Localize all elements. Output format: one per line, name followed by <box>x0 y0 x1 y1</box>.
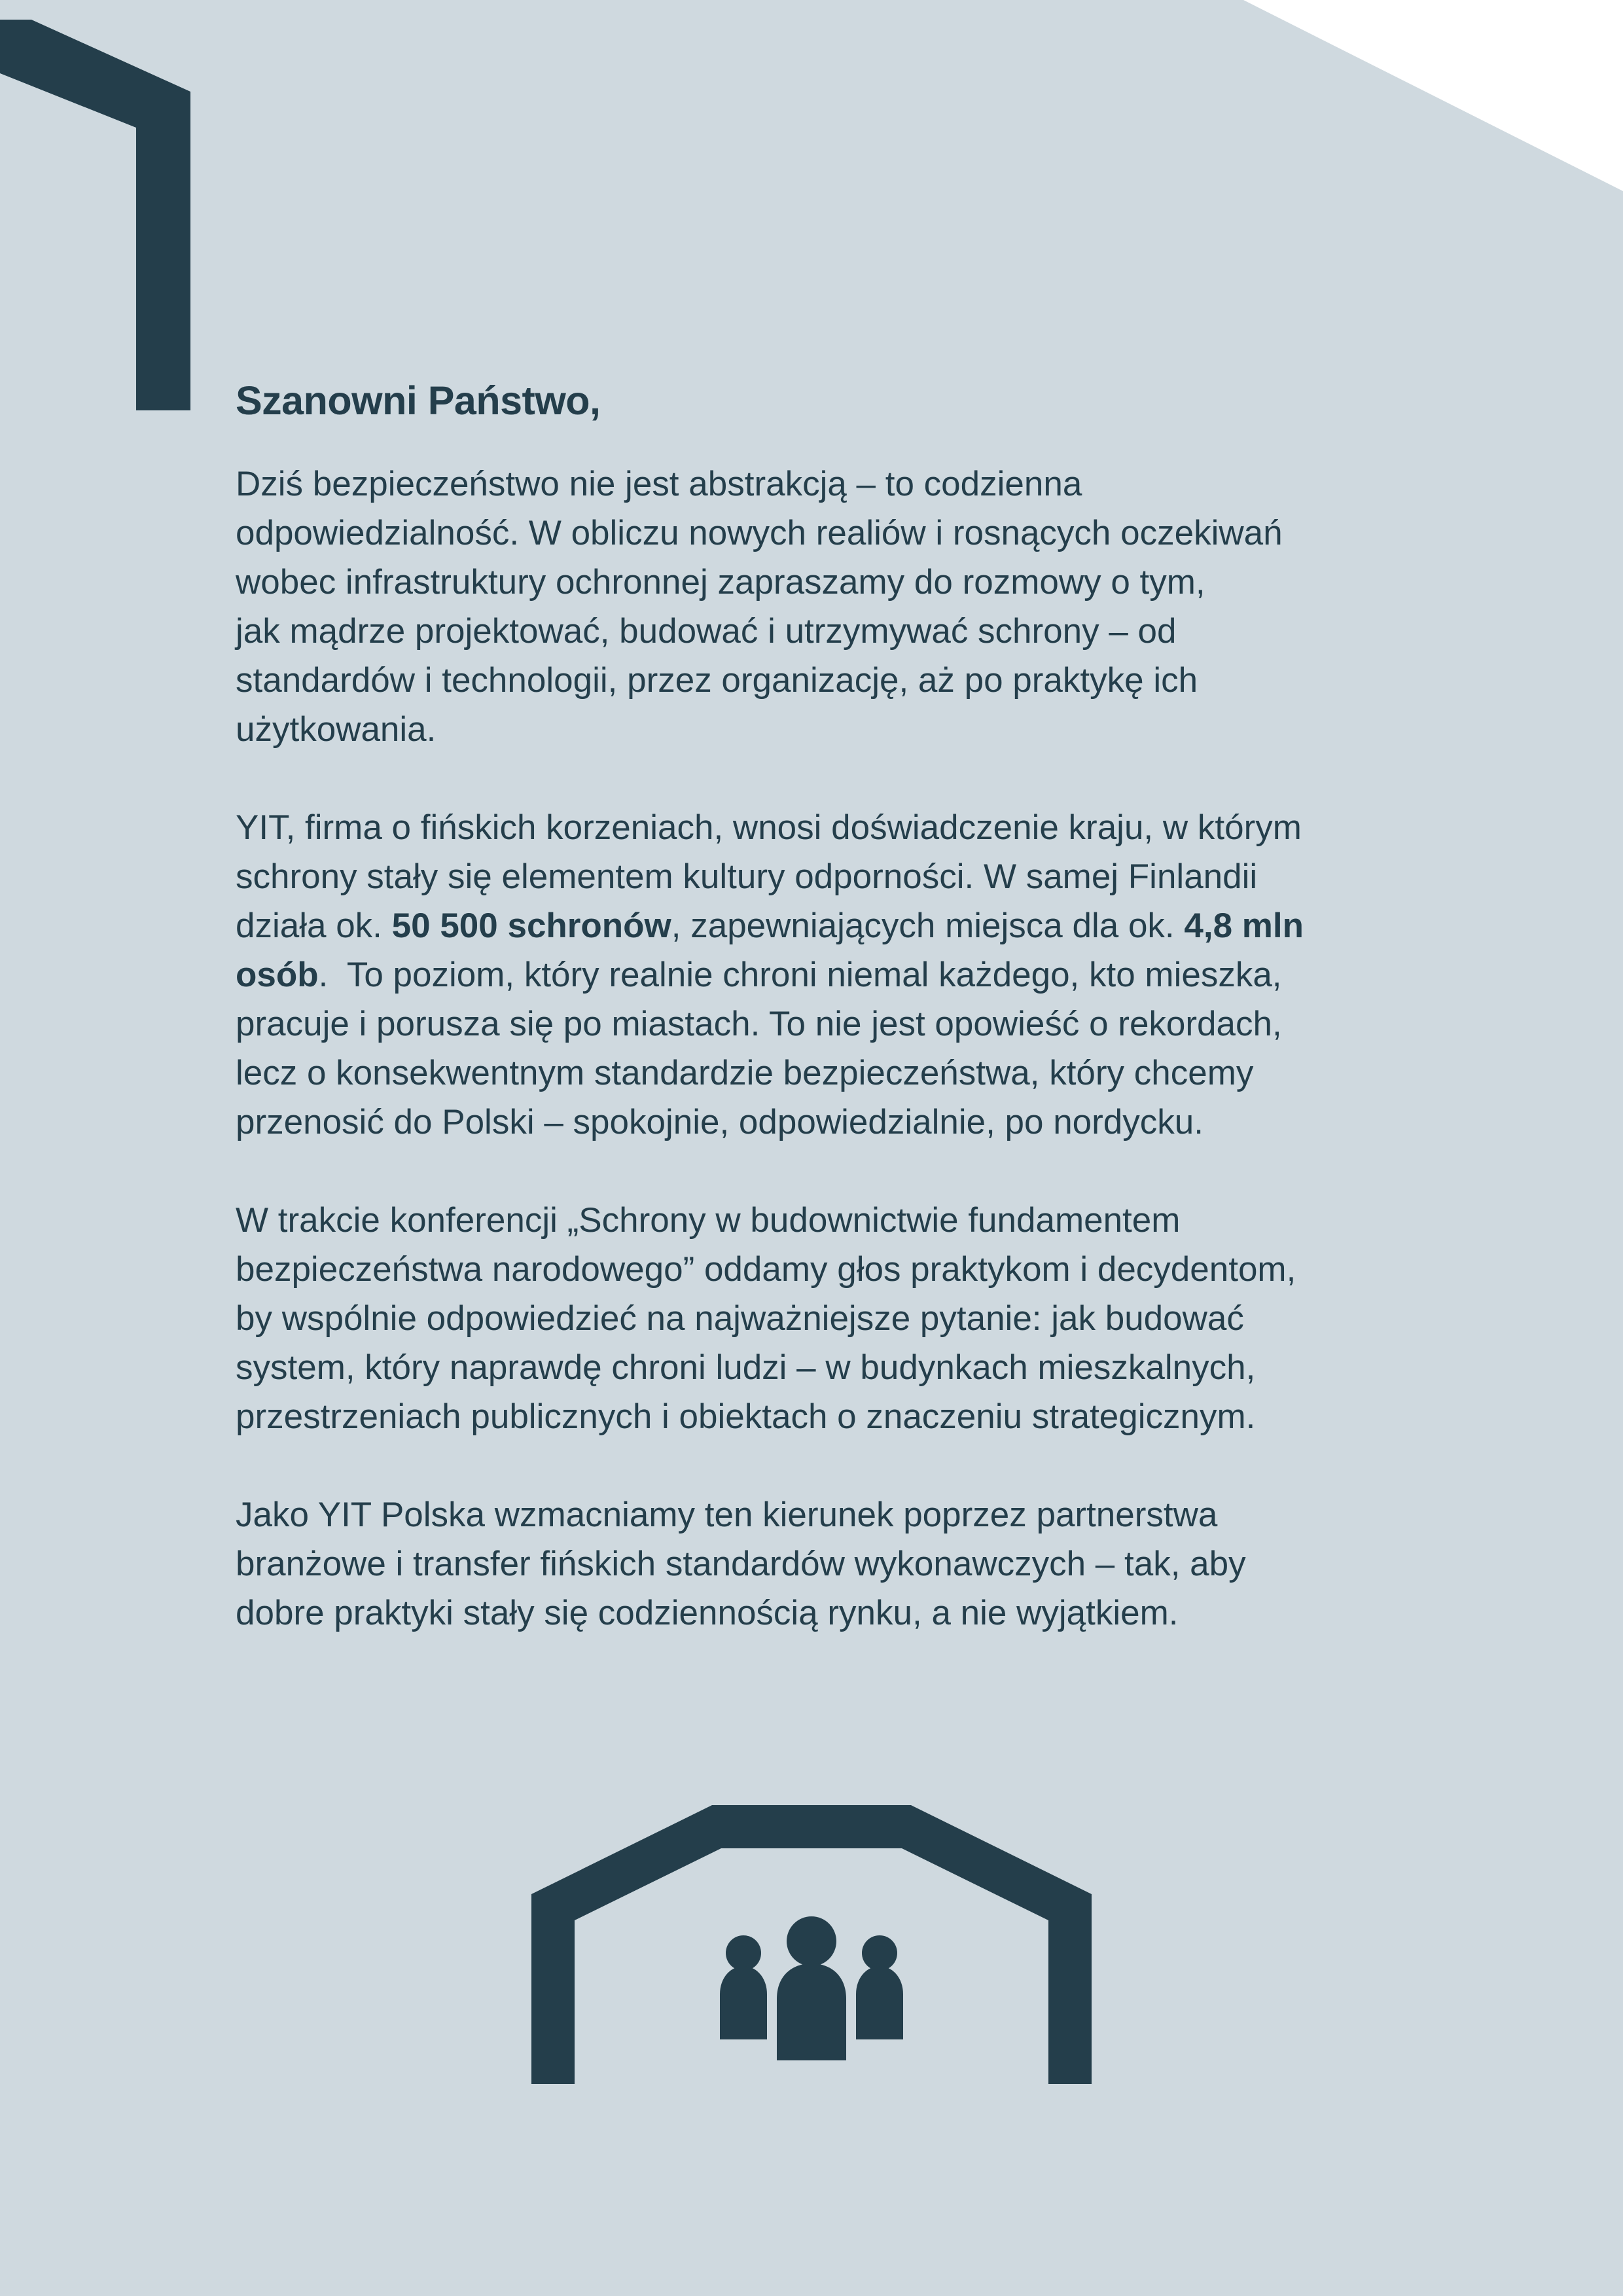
paragraph-line: schrony stały się elementem kultury odporności. W samej Finlandii <box>236 857 1258 896</box>
paragraph-line: przestrzeniach publicznych i obiektach o znaczeniu strategicznym. <box>236 1397 1256 1436</box>
paragraph-line: jak mądrze projektować, budować i utrzymywać schrony – od <box>236 612 1177 651</box>
paragraph-line: przenosić do Polski – spokojnie, odpowiedzialnie, po nordycku. <box>236 1103 1204 1141</box>
shelter-people-icon <box>531 1805 1092 2084</box>
paragraph-line: Dziś bezpieczeństwo nie jest abstrakcją – to codzienna <box>236 465 1082 503</box>
text-run: działa ok. <box>236 906 392 945</box>
paragraph-line: użytkowania. <box>236 710 437 749</box>
paragraph-line: Jako YIT Polska wzmacniamy ten kierunek poprzez partnerstwa <box>236 1496 1218 1534</box>
paragraph-3 <box>236 1196 1427 1441</box>
paragraph-line: system, który naprawdę chroni ludzi – w budynkach mieszkalnych, <box>236 1348 1256 1387</box>
paragraph-line: odpowiedzialność. W obliczu nowych realiów i rosnących oczekiwań <box>236 514 1283 552</box>
paragraph-line: branżowe i transfer fińskich standardów wykonawczych – tak, aby <box>236 1545 1246 1583</box>
paragraph-1 <box>236 459 1427 754</box>
people-count-highlight: 4,8 mln <box>1184 906 1304 945</box>
paragraph-line: by wspólnie odpowiedzieć na najważniejsze pytanie: jak budować <box>236 1299 1244 1338</box>
letter-body <box>236 372 1427 1687</box>
text-run: . To poziom, który realnie chroni niemal każdego, kto mieszka, <box>318 956 1282 994</box>
paragraph-line: bezpieczeństwa narodowego” oddamy głos praktykom i decydentom, <box>236 1250 1296 1289</box>
text-run: , zapewniających miejsca dla ok. <box>671 906 1185 945</box>
paragraph-4 <box>236 1490 1427 1638</box>
paragraph-line: W trakcie konferencji „Schrony w budownictwie fundamentem <box>236 1201 1181 1240</box>
paragraph-line: YIT, firma o fińskich korzeniach, wnosi doświadczenie kraju, w którym <box>236 808 1302 847</box>
shelter-count-highlight: 50 500 schronów <box>391 906 671 945</box>
paragraph-line: standardów i technologii, przez organizację, aż po praktykę ich <box>236 661 1198 700</box>
paragraph-line: dobre praktyki stały się codziennością rynku, a nie wyjątkiem. <box>236 1594 1179 1632</box>
person-center-icon <box>777 1916 846 2060</box>
paragraph-line: pracuje i porusza się po miastach. To nie jest opowieść o rekordach, <box>236 1005 1282 1043</box>
greeting: Szanowni Państwo, <box>236 378 601 423</box>
paragraph-2 <box>236 803 1427 1147</box>
paragraph-line: lecz o konsekwentnym standardzie bezpieczeństwa, który chcemy <box>236 1054 1254 1092</box>
paragraph-line <box>236 901 1427 950</box>
people-count-highlight-unit: osób <box>236 956 319 994</box>
person-left-icon <box>720 1935 767 2039</box>
person-right-icon <box>856 1935 903 2039</box>
paragraph-line <box>236 950 1427 999</box>
paragraph-line: wobec infrastruktury ochronnej zapraszamy do rozmowy o tym, <box>236 563 1205 601</box>
